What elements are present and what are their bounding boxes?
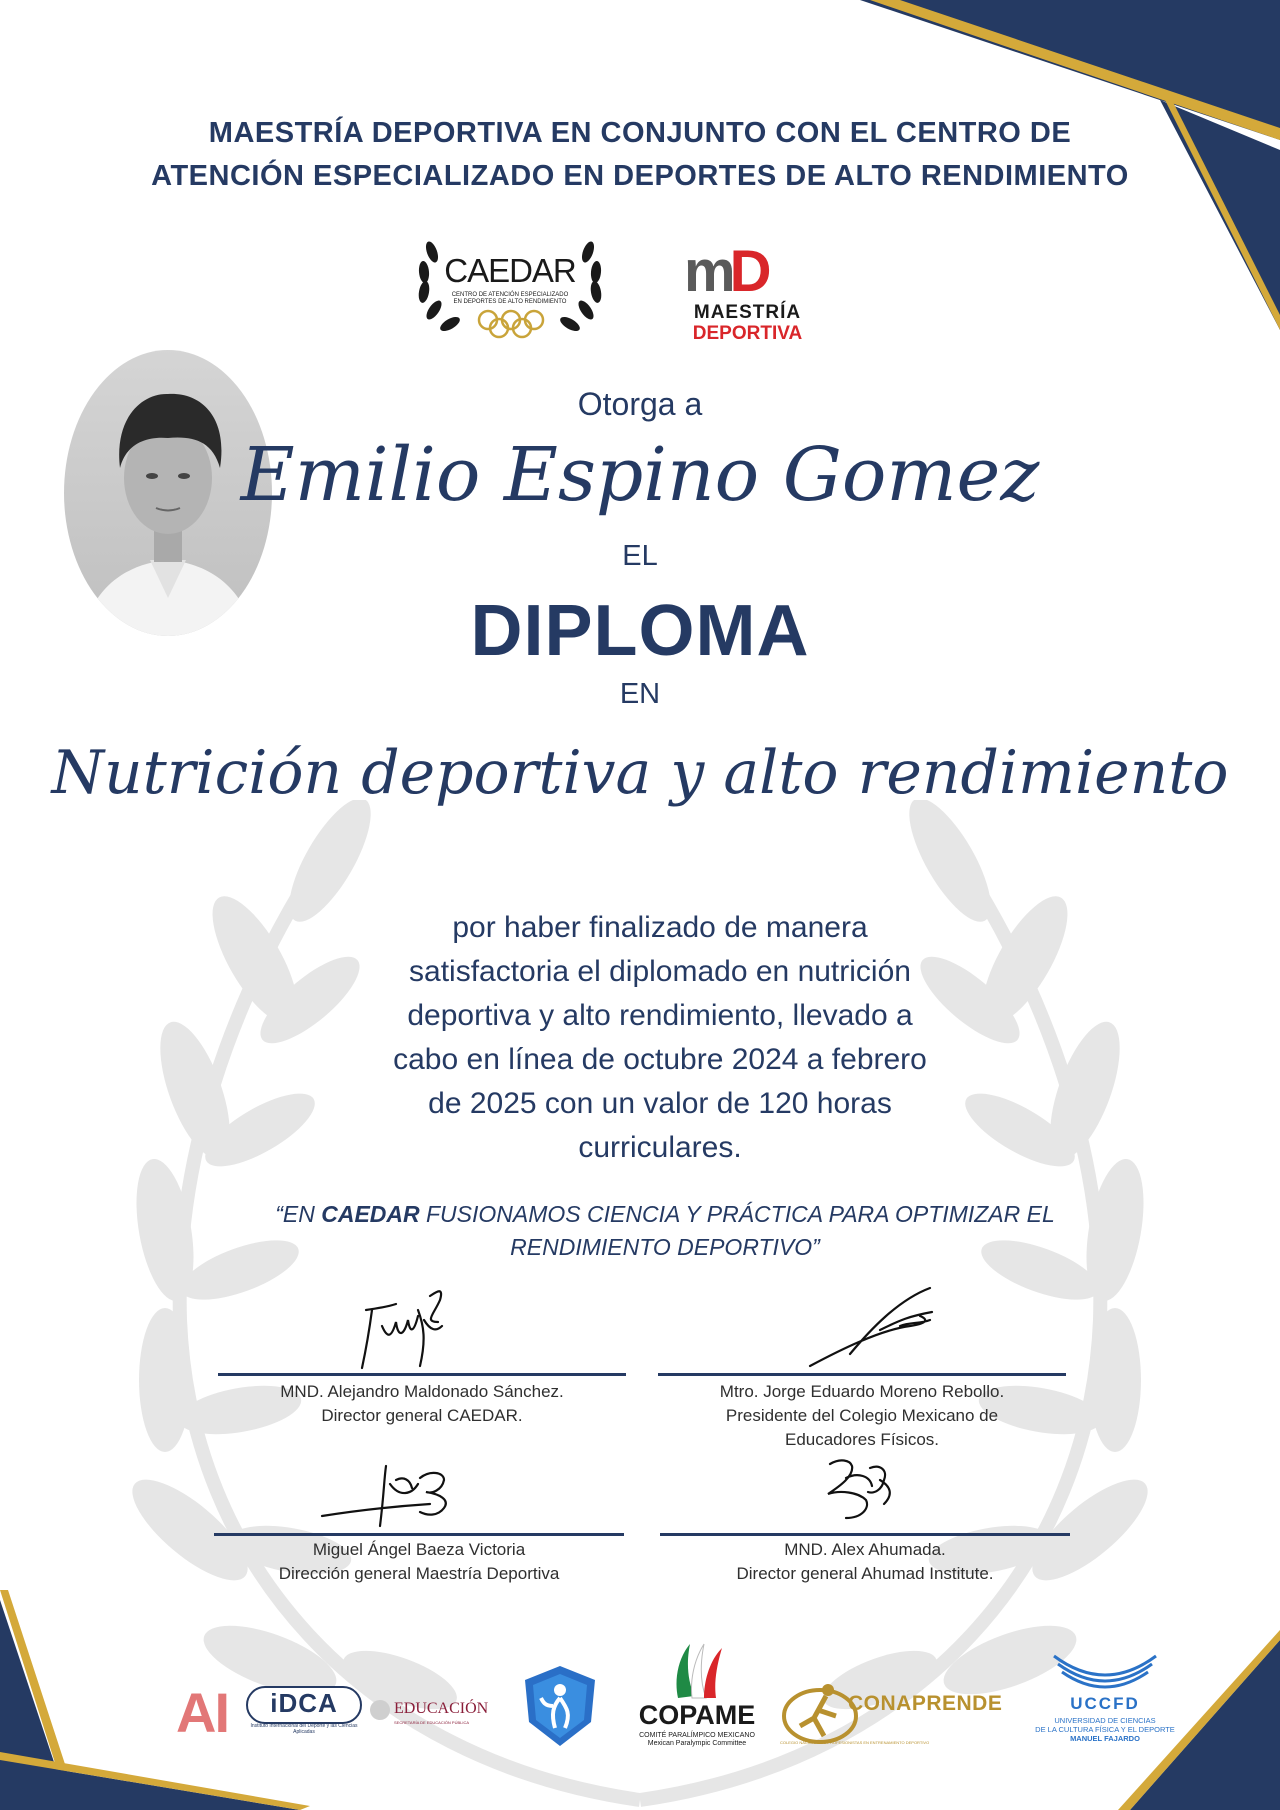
signature-line-2 [658,1373,1066,1376]
uccfd-wave-icon [1048,1650,1162,1694]
idca-logo [246,1686,362,1736]
diploma-title: DIPLOMA [470,591,810,671]
institution-header [60,112,1220,198]
seal-icon [370,1700,390,1720]
signature-marks [0,1280,1280,1540]
uccfd-title: UCCFD [1070,1694,1140,1713]
caedar-title: CAEDAR [444,252,576,289]
conaprende-title: CONAPRENDE [848,1692,1003,1715]
caedar-subtitle: CENTRO DE ATENCIÓN ESPECIALIZADO EN DEPORTES DE ALTO RENDIMIENTO [451,292,569,305]
award-description [320,906,1000,1170]
signatory-name: Mtro. Jorge Eduardo Moreno Rebollo. [719,1382,1005,1401]
signatory-name: Miguel Ángel Baeza Victoria [312,1540,526,1559]
quote-brand: CAEDAR [321,1201,420,1227]
signature-3 [322,1466,446,1526]
motto-quote [210,1198,1120,1264]
conaprende-subtitle: COLEGIO NACIONAL DE PROFESIONISTAS EN ENTRENAMIENTO DEPORTIVO [780,1740,930,1745]
uccfd-logo [1030,1650,1180,1760]
signatory-role: Presidente del Colegio Mexicano de [725,1406,999,1425]
ai-logo: AI [176,1681,228,1744]
olympic-rings-icon [476,308,546,340]
deportiva-word: DEPORTIVA [692,323,803,344]
signatory-3 [214,1538,624,1586]
preposition-label: EN [619,678,661,710]
signature-2 [810,1288,932,1366]
article-label: EL [622,540,658,572]
maestria-deportiva-logo [680,239,815,347]
copame-logo [632,1640,762,1760]
educacion-subtitle: SECRETARÍA DE EDUCACIÓN PÚBLICA [394,1720,470,1725]
description-line: curriculares. [578,1131,742,1164]
signatory-4 [660,1538,1070,1586]
copame-flame-icon [670,1640,726,1702]
educacion-logo [370,1698,508,1738]
signature-1 [362,1291,442,1368]
header-line-2: ATENCIÓN ESPECIALIZADO EN DEPORTES DE ALTO RENDIMIENTO [151,160,1129,192]
signature-4 [828,1460,890,1518]
header-line-1: MAESTRÍA DEPORTIVA EN CONJUNTO CON EL CENTRO DE [208,117,1072,149]
description-line: de 2025 con un valor de 120 horas [428,1087,892,1120]
copame-title: COPAME [638,1700,756,1730]
description-line: deportiva y alto rendimiento, llevado a [407,999,913,1032]
recipient-name: Emilio Espino Gomez [240,432,1040,518]
signatory-2 [658,1380,1066,1452]
grants-label: Otorga a [577,386,703,422]
md-mark: mD [684,239,766,304]
quote-line-1: “EN CAEDAR FUSIONAMOS CIENCIA Y PRÁCTICA PARA OPTIMIZAR EL [275,1201,1055,1227]
idca-subtitle: Instituto Internacional del Deporte y las Ciencias Aplicadas [250,1723,358,1735]
signatory-role: Director general Ahumad Institute. [736,1564,994,1583]
description-line: por haber finalizado de manera [452,911,868,944]
uccfd-subtitle: UNIVERSIDAD DE CIENCIAS DE LA CULTURA FÍSICA Y EL DEPORTE MANUEL FAJARDO [1035,1716,1175,1743]
colegio-mexicano-educadores-logo [515,1662,605,1752]
signature-line-3 [214,1533,624,1536]
signatory-name: MND. Alejandro Maldonado Sánchez. [280,1382,564,1401]
signatory-1 [218,1380,626,1428]
program-name: Nutrición deportiva y alto rendimiento [51,738,1229,808]
quote-line-2: RENDIMIENTO DEPORTIVO” [510,1234,820,1260]
idca-title: iDCA [270,1688,338,1718]
signature-line-1 [218,1373,626,1376]
educacion-title: EDUCACIÓN [394,1700,489,1717]
signatory-role: Dirección general Maestría Deportiva [278,1564,560,1583]
caedar-logo [410,232,610,344]
signatory-role: Educadores Físicos. [784,1430,939,1449]
copame-subtitle: COMITÉ PARALÍMPICO MEXICANO Mexican Paralympic Committee [639,1732,755,1747]
description-line: satisfactoria el diplomado en nutrición [409,955,911,988]
signature-line-4 [660,1533,1070,1536]
conaprende-logo [780,1676,1016,1754]
signatory-name: MND. Alex Ahumada. [784,1540,946,1559]
signatory-role: Director general CAEDAR. [321,1406,523,1425]
maestria-word: MAESTRÍA [693,302,802,323]
description-line: cabo en línea de octubre 2024 a febrero [393,1043,927,1076]
